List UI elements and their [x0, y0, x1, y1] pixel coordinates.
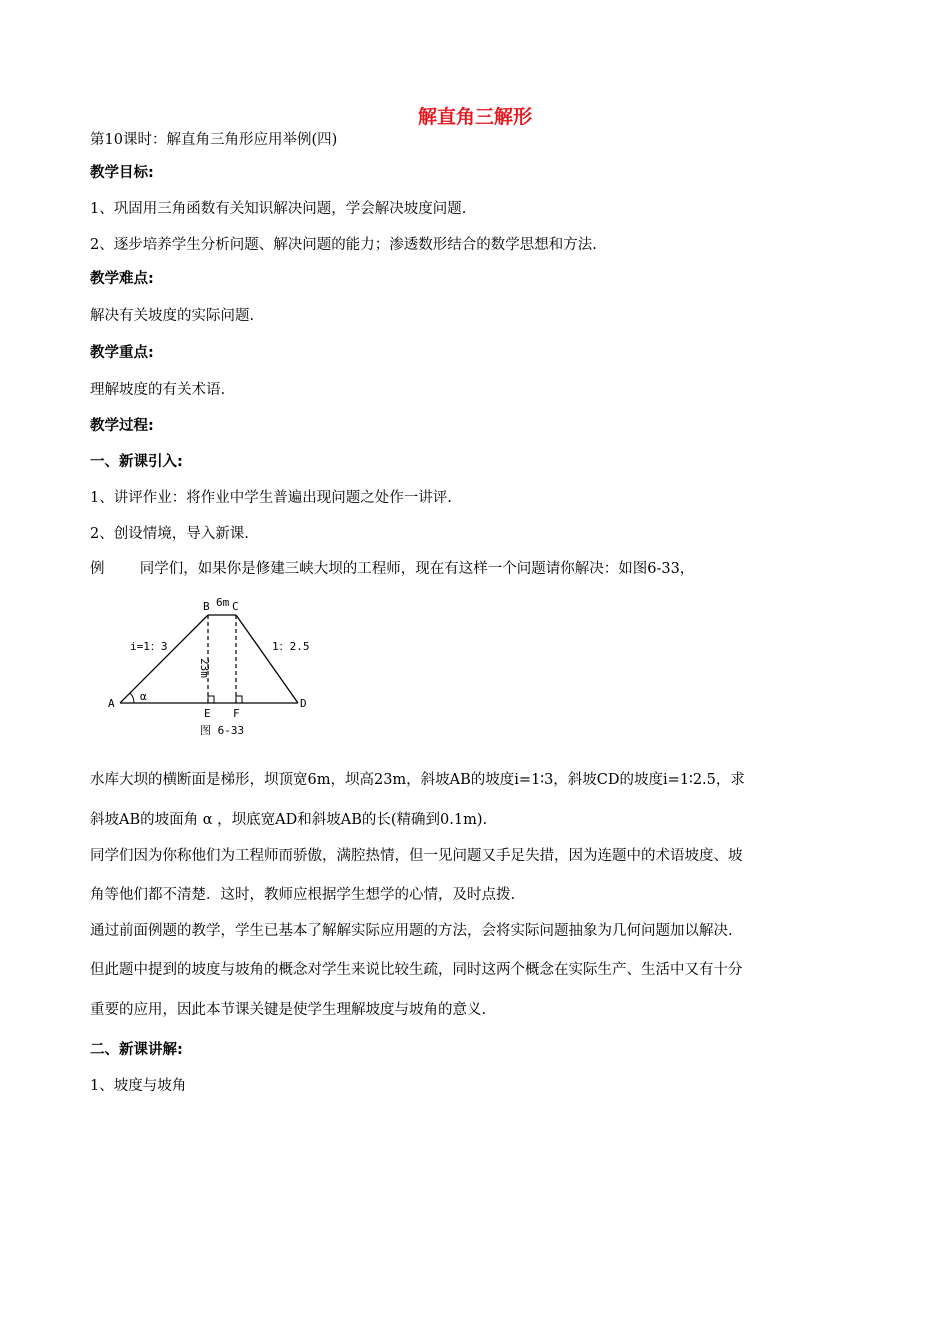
- goal-item-2: 2、逐步培养学生分析问题、解决问题的能力；渗透数形结合的数学思想和方法.: [90, 237, 597, 253]
- height-label: 23m: [198, 658, 211, 678]
- slope-item: 1、坡度与坡角: [90, 1078, 187, 1094]
- slope-AB: [120, 615, 208, 703]
- para3-line-1: 通过前面例题的教学，学生已基本了解解实际应用题的方法，会将实际问题抽象为几何问题加以解决.: [90, 923, 733, 939]
- label-F: F: [233, 707, 240, 720]
- slope-left-label: i=1：3: [130, 640, 168, 653]
- angle-arc: [130, 693, 134, 703]
- process-heading: 教学过程:: [90, 418, 154, 434]
- para3-line-3: 重要的应用，因此本节课关键是使学生理解坡度与坡角的意义.: [90, 1002, 487, 1018]
- example-text: 同学们，如果你是修建三峡大坝的工程师，现在有这样一个问题请你解决：如图6-33，: [139, 561, 695, 577]
- example-line: [90, 559, 870, 579]
- trapezoid-diagram: [100, 594, 330, 744]
- figure-caption: 图 6-33: [200, 724, 245, 737]
- para2-line-2: 角等他们都不清楚．这时，教师应根据学生想学的心情，及时点拨.: [90, 887, 516, 903]
- para2-line-1: 同学们因为你称他们为工程师而骄傲，满腔热情，但一见问题又手足失措，因为连题中的术语坡度、坡: [90, 848, 743, 864]
- key-text: 理解坡度的有关术语.: [90, 382, 226, 398]
- step-item-1: 1、讲评作业：将作业中学生普遍出现问题之处作一讲评.: [90, 490, 452, 506]
- slope-right-label: 1：2.5: [272, 640, 310, 653]
- lesson-subtitle: 第10课时：解直角三角形应用举例(四): [90, 132, 338, 148]
- dam-cross-section-figure: [100, 594, 330, 744]
- problem-line-1: 水库大坝的横断面是梯形，坝顶宽6m，坝高23m，斜坡AB的坡度i=1∶3，斜坡CD的坡度i=1∶2.5，求: [90, 772, 745, 788]
- top-width-label: 6m: [216, 596, 230, 609]
- problem-line-2: 斜坡AB的坡面角 α ，坝底宽AD和斜坡AB的长(精确到0.1m).: [90, 812, 488, 828]
- right-angle-F: [236, 696, 242, 703]
- label-D: D: [300, 697, 307, 710]
- label-E: E: [204, 707, 211, 720]
- label-A: A: [108, 697, 115, 710]
- label-C: C: [232, 600, 239, 613]
- slope-CD: [236, 615, 298, 703]
- key-heading: 教学重点:: [90, 345, 154, 361]
- label-B: B: [203, 600, 210, 613]
- difficulty-heading: 教学难点:: [90, 271, 154, 287]
- goals-heading: 教学目标:: [90, 165, 154, 181]
- section2-heading: 二、新课讲解:: [90, 1042, 183, 1058]
- angle-label: α: [140, 690, 147, 703]
- para3-line-2: 但此题中提到的坡度与坡角的概念对学生来说比较生疏，同时这两个概念在实际生产、生活中又有十分: [90, 962, 743, 978]
- document-title: 解直角三解形: [417, 106, 532, 128]
- difficulty-text: 解决有关坡度的实际问题.: [90, 308, 255, 324]
- step-item-2: 2、创设情境，导入新课.: [90, 526, 249, 542]
- goal-item-1: 1、巩固用三角函数有关知识解决问题，学会解决坡度问题.: [90, 201, 467, 217]
- right-angle-E: [208, 696, 214, 703]
- example-label: 例: [90, 561, 105, 577]
- section1-heading: 一、新课引入:: [90, 454, 183, 470]
